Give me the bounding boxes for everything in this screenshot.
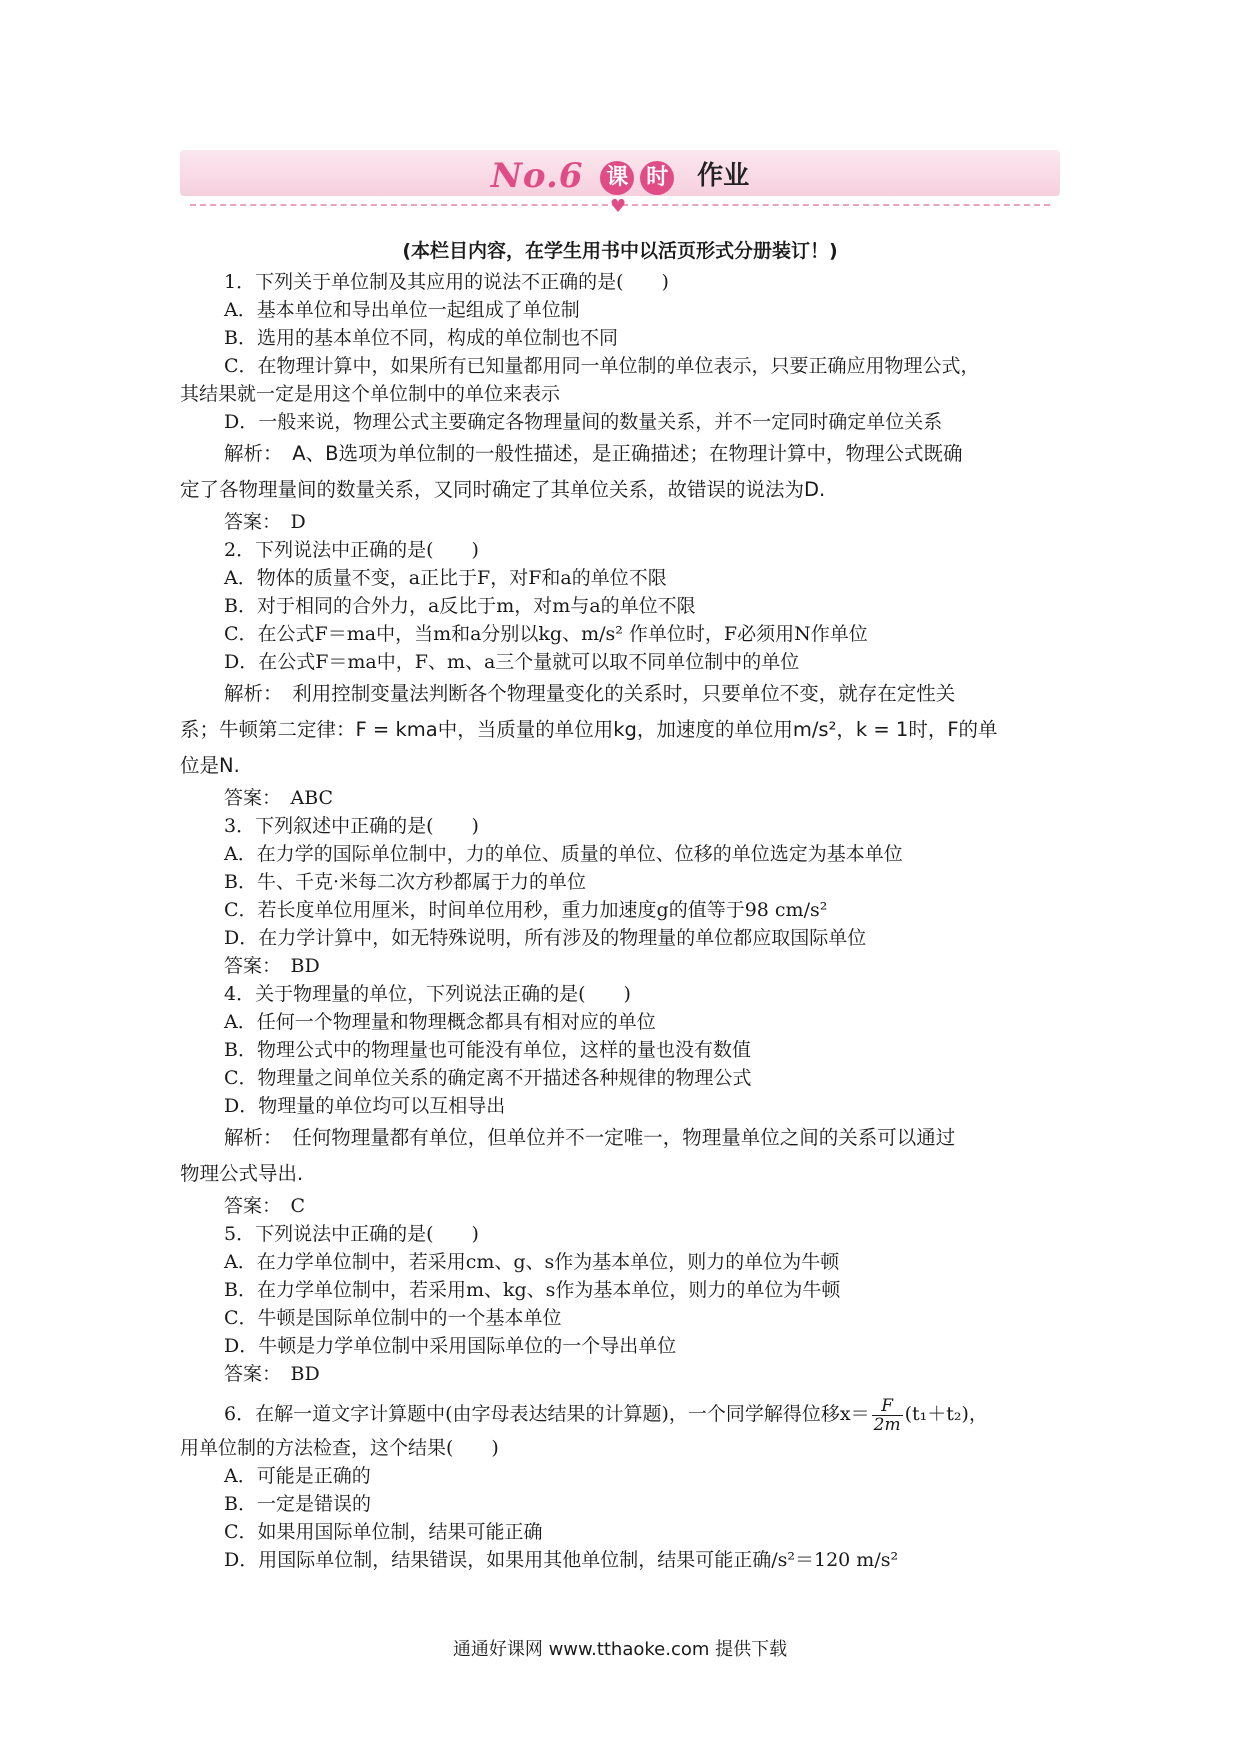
question-2-answer: 答案： ABC bbox=[224, 787, 334, 809]
question-1-stem: 1．下列关于单位制及其应用的说法不正确的是( ) bbox=[224, 271, 669, 293]
question-5-option-c: C．牛顿是国际单位制中的一个基本单位 bbox=[224, 1307, 562, 1329]
question-6-option-c: C．如果用国际单位制，结果可能正确 bbox=[224, 1521, 543, 1543]
heart-icon: ♥ bbox=[610, 196, 627, 217]
question-2-stem: 2．下列说法中正确的是( ) bbox=[224, 539, 479, 561]
question-5-option-a: A．在力学单位制中，若采用cm、g、s作为基本单位，则力的单位为牛顿 bbox=[224, 1251, 840, 1273]
banner-char-ke: 课 bbox=[600, 161, 634, 195]
question-2-option-b: B．对于相同的合外力，a反比于m，对m与a的单位不限 bbox=[224, 595, 696, 617]
question-2-option-a: A．物体的质量不变，a正比于F，对F和a的单位不限 bbox=[224, 567, 667, 589]
question-6-stem-text: 6．在解一道文字计算题中(由字母表达结果的计算题)，一个同学解得位移x＝ bbox=[224, 1403, 870, 1425]
question-6-option-d: D．用国际单位制，结果错误，如果用其他单位制，结果可能正确/s²＝120 m/s² bbox=[224, 1549, 899, 1571]
question-6-option-b: B．一定是错误的 bbox=[224, 1493, 371, 1515]
fraction-denominator: 2m bbox=[873, 1414, 901, 1434]
question-1-option-d: D．一般来说，物理公式主要确定各物理量间的数量关系，并不一定同时确定单位关系 bbox=[224, 411, 943, 433]
banner-work-label: 作业 bbox=[697, 161, 750, 191]
question-6-stem-cont: 用单位制的方法检查，这个结果( ) bbox=[180, 1437, 499, 1459]
question-4-option-a: A．任何一个物理量和物理概念都具有相对应的单位 bbox=[224, 1011, 656, 1033]
question-3-option-a: A．在力学的国际单位制中，力的单位、质量的单位、位移的单位选定为基本单位 bbox=[224, 843, 903, 865]
question-5-option-b: B．在力学单位制中，若采用m、kg、s作为基本单位，则力的单位为牛顿 bbox=[224, 1279, 841, 1301]
question-4-option-b: B．物理公式中的物理量也可能没有单位，这样的量也没有数值 bbox=[224, 1039, 751, 1061]
question-1-option-c-cont: 其结果就一定是用这个单位制中的单位来表示 bbox=[180, 383, 561, 405]
lesson-number: No.6 bbox=[490, 156, 584, 196]
question-1-analysis: 解析： A、B选项为单位制的一般性描述，是正确描述；在物理计算中，物理公式既确 bbox=[224, 442, 963, 465]
question-3-option-b: B．牛、千克·米每二次方秒都属于力的单位 bbox=[224, 871, 587, 893]
question-2-analysis-cont: 系；牛顿第二定律：F = kma中，当质量的单位用kg，加速度的单位用m/s²，k = 1时，F的单 bbox=[180, 718, 998, 741]
question-4-option-d: D．物理量的单位均可以互相导出 bbox=[224, 1095, 506, 1117]
banner-char-shi: 时 bbox=[640, 161, 674, 195]
question-2-analysis-end: 位是N. bbox=[180, 754, 240, 777]
question-6-stem bbox=[180, 1394, 1060, 1434]
question-2-analysis: 解析： 利用控制变量法判断各个物理量变化的关系时，只要单位不变，就存在定性关 bbox=[224, 682, 956, 705]
question-4-analysis: 解析： 任何物理量都有单位，但单位并不一定唯一，物理量单位之间的关系可以通过 bbox=[224, 1126, 956, 1149]
question-5-answer: 答案： BD bbox=[224, 1363, 320, 1385]
footer-credit: 通通好课网 www.tthaoke.com 提供下载 bbox=[452, 1639, 788, 1660]
question-4-stem: 4．关于物理量的单位，下列说法正确的是( ) bbox=[224, 983, 631, 1005]
question-1-option-c: C．在物理计算中，如果所有已知量都用同一单位制的单位表示，只要正确应用物理公式， bbox=[224, 355, 980, 377]
question-4-analysis-cont: 物理公式导出. bbox=[180, 1162, 304, 1185]
fraction-numerator: F bbox=[872, 1397, 903, 1416]
question-3-option-c: C．若长度单位用厘米，时间单位用秒，重力加速度g的值等于98 cm/s² bbox=[224, 899, 828, 921]
question-6-stem-tail: (t₁＋t₂)， bbox=[904, 1403, 988, 1425]
question-6-option-a: A．可能是正确的 bbox=[224, 1465, 371, 1487]
question-4-option-c: C．物理量之间单位关系的确定离不开描述各种规律的物理公式 bbox=[224, 1067, 752, 1089]
displacement-fraction bbox=[872, 1397, 903, 1434]
question-5-option-d: D．牛顿是力学单位制中采用国际单位的一个导出单位 bbox=[224, 1335, 677, 1357]
worksheet-body bbox=[180, 268, 1060, 1574]
question-4-answer: 答案： C bbox=[224, 1195, 306, 1217]
header-banner bbox=[180, 150, 1060, 220]
binding-note: (本栏目内容，在学生用书中以活页形式分册装订！) bbox=[402, 240, 838, 262]
question-1-option-b: B．选用的基本单位不同，构成的单位制也不同 bbox=[224, 327, 618, 349]
question-3-option-d: D．在力学计算中，如无特殊说明，所有涉及的物理量的单位都应取国际单位 bbox=[224, 927, 867, 949]
question-3-stem: 3．下列叙述中正确的是( ) bbox=[224, 815, 479, 837]
banner-title bbox=[180, 156, 1060, 196]
question-3-answer: 答案： BD bbox=[224, 955, 320, 977]
question-1-option-a: A．基本单位和导出单位一起组成了单位制 bbox=[224, 299, 580, 321]
question-2-option-c: C．在公式F＝ma中，当m和a分别以kg、m/s² 作单位时，F必须用N作单位 bbox=[224, 623, 868, 645]
question-1-analysis-cont: 定了各物理量间的数量关系，又同时确定了其单位关系，故错误的说法为D. bbox=[180, 478, 826, 501]
question-2-option-d: D．在公式F＝ma中，F、m、a三个量就可以取不同单位制中的单位 bbox=[224, 651, 800, 673]
question-5-stem: 5．下列说法中正确的是( ) bbox=[224, 1223, 479, 1245]
question-1-answer: 答案： D bbox=[224, 511, 306, 533]
